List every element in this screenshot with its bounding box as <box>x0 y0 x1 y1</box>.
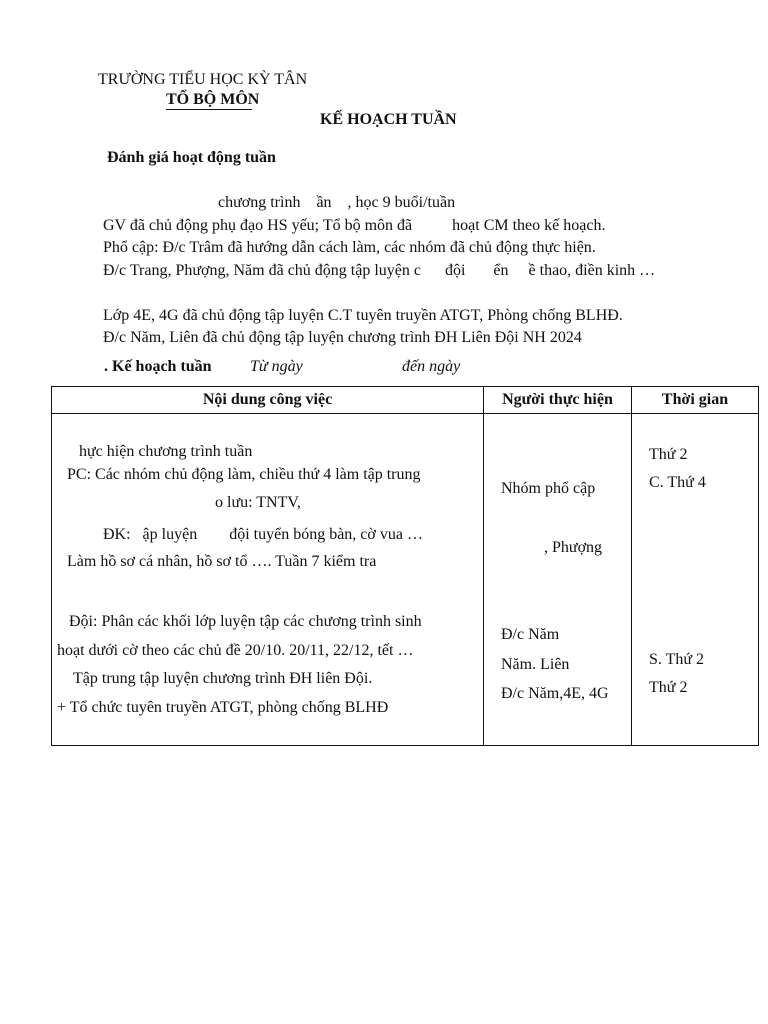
time-line: S. Thứ 2 <box>649 651 705 668</box>
content-line: PC: Các nhóm chủ động làm, chiều thứ 4 làm tập trung <box>67 466 421 483</box>
content-line: o lưu: TNTV, <box>215 494 301 511</box>
person-cell <box>484 414 632 746</box>
evaluation-line-3: Phổ cập: Đ/c Trâm đã hướng dẫn cách làm, các nhóm đã chủ động thực hiện. <box>103 239 596 256</box>
table-header-row <box>52 387 759 414</box>
page-title: KẾ HOẠCH TUẦN <box>320 111 457 128</box>
time-line: Thứ 2 <box>649 679 688 696</box>
content-line: hực hiện chương trình tuần <box>79 443 253 460</box>
content-line: Đội: Phân các khối lớp luyện tập các chương trình sinh <box>69 613 422 630</box>
person-line: Năm. Liên <box>501 656 570 673</box>
person-line: Nhóm phổ cập <box>501 480 596 497</box>
plan-heading: . Kế hoạch tuần <box>104 358 212 375</box>
content-line: hoạt dưới cờ theo các chủ đề 20/10. 20/11, 22/12, tết … <box>57 642 414 659</box>
person-line: Đ/c Năm <box>501 626 560 643</box>
person-line: , Phượng <box>544 539 603 556</box>
time-line: C. Thứ 4 <box>649 474 706 491</box>
header-content: Nội dung công việc <box>52 387 484 414</box>
group-name: TỔ BỘ MÔN <box>166 91 260 108</box>
table-row <box>52 414 759 746</box>
content-line: Tập trung tập luyện chương trình ĐH liên Đội. <box>73 670 373 687</box>
evaluation-line-5: Lớp 4E, 4G đã chủ động tập luyện C.T tuyên truyền ATGT, Phòng chống BLHĐ. <box>103 307 623 324</box>
content-line: + Tổ chức tuyên truyền ATGT, phòng chống BLHĐ <box>57 699 389 716</box>
time-cell <box>632 414 759 746</box>
evaluation-line-1: chương trình ần , học 9 buổi/tuần <box>218 194 456 211</box>
evaluation-line-6: Đ/c Năm, Liên đã chủ động tập luyện chương trình ĐH Liên Đội NH 2024 <box>103 329 582 346</box>
header-time: Thời gian <box>632 387 759 414</box>
time-line: Thứ 2 <box>649 446 688 463</box>
group-underline <box>166 109 252 110</box>
person-line: Đ/c Năm,4E, 4G <box>501 685 609 702</box>
plan-to-label: đến ngày <box>402 358 461 375</box>
evaluation-line-4: Đ/c Trang, Phượng, Năm đã chủ động tập luyện c đội ển ề thao, điền kinh … <box>103 262 656 279</box>
school-name: TRƯỜNG TIỂU HỌC KỲ TÂN <box>98 71 308 88</box>
header-person: Người thực hiện <box>484 387 632 414</box>
content-line: ĐK: ập luyện đội tuyển bóng bàn, cờ vua … <box>103 526 423 543</box>
content-cell <box>52 414 484 746</box>
evaluation-heading: Đánh giá hoạt động tuần <box>107 149 276 166</box>
content-line: Làm hồ sơ cá nhân, hồ sơ tổ …. Tuần 7 kiểm tra <box>67 553 377 570</box>
evaluation-line-2: GV đã chủ động phụ đạo HS yếu; Tổ bộ môn đã hoạt CM theo kế hoạch. <box>103 217 606 234</box>
plan-table <box>51 386 759 746</box>
plan-from-label: Từ ngày <box>250 358 303 375</box>
